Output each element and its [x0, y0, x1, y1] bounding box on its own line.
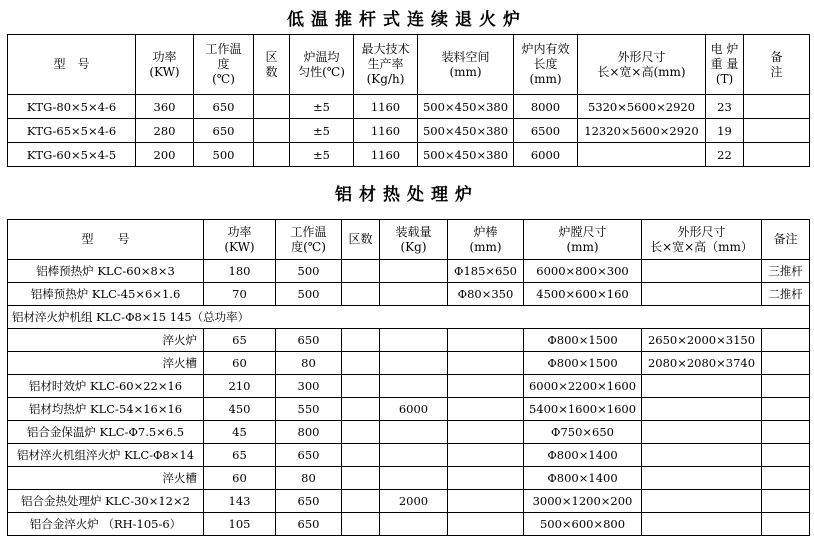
table1-header-cell: 电 炉 重 量 (T): [706, 35, 744, 95]
table1-cell: [254, 95, 290, 119]
table1-cell: [744, 95, 810, 119]
table1-cell: KTG-80×5×4-6: [8, 95, 136, 119]
table2-cell: 60: [204, 467, 276, 490]
table1-cell: ±5: [290, 95, 354, 119]
table2-cell: 6000×2200×1600: [524, 375, 642, 398]
table2-row: [8, 352, 810, 375]
table1-header-cell: 炉内有效 长度 (mm): [514, 35, 578, 95]
table1-cell: 1160: [354, 95, 418, 119]
table1-cell: 22: [706, 143, 744, 167]
table2-cell: [448, 375, 524, 398]
table2-cell: [762, 352, 810, 375]
table2-cell: Φ185×650: [448, 260, 524, 283]
table1-row: [8, 143, 810, 167]
table2-model-cell: 铝材时效炉 KLC-60×22×16: [8, 375, 204, 398]
table2-cell: [448, 490, 524, 513]
table2-cell: 105: [204, 513, 276, 536]
table2-model-cell: 铝合金淬火炉 （RH-105-6）: [8, 513, 204, 536]
table2-cell: 450: [204, 398, 276, 421]
table2-cell: [380, 467, 448, 490]
table2-cell: 650: [276, 444, 342, 467]
table2-cell: [642, 283, 762, 306]
table2-model-cell: 铝合金保温炉 KLC-Φ7.5×6.5: [8, 421, 204, 444]
table2-row: [8, 283, 810, 306]
table2-cell: Φ800×1500: [524, 329, 642, 352]
table2-cell: Φ800×1400: [524, 444, 642, 467]
table2-cell: 65: [204, 444, 276, 467]
table2-cell: [642, 260, 762, 283]
table1-cell: 500×450×380: [418, 143, 514, 167]
table2-cell: 80: [276, 352, 342, 375]
table2-row: [8, 398, 810, 421]
table1-header-row: [8, 35, 810, 95]
table2-row: [8, 306, 810, 329]
table2-cell: [448, 513, 524, 536]
table1-header-cell: 型 号: [8, 35, 136, 95]
table1-cell: 6500: [514, 119, 578, 143]
table2-row: [8, 513, 810, 536]
table2-cell: 5400×1600×1600: [524, 398, 642, 421]
table2-cell: [342, 398, 380, 421]
table2-row: [8, 444, 810, 467]
table2-cell: [642, 444, 762, 467]
table2-header-cell: 炉棒 (mm): [448, 220, 524, 260]
table1-header-cell: 外形尺寸 长×宽×高(mm): [578, 35, 706, 95]
table1-header-cell: 区 数: [254, 35, 290, 95]
table2-cell: [762, 421, 810, 444]
table1-cell: 6000: [514, 143, 578, 167]
table2-cell: [342, 283, 380, 306]
table2-cell: [762, 490, 810, 513]
table2-row: [8, 421, 810, 444]
table2-title: 铝材热处理炉: [335, 185, 479, 205]
table2-cell: 6000: [380, 398, 448, 421]
table2-model-cell: 铝材淬火机组淬火炉 KLC-Φ8×14: [8, 444, 204, 467]
table1-cell: 23: [706, 95, 744, 119]
table1-cell: KTG-60×5×4-5: [8, 143, 136, 167]
table2-header-cell: 型 号: [8, 220, 204, 260]
table2-cell: 三推杆: [762, 260, 810, 283]
table2-cell: [342, 444, 380, 467]
table2-cell: [448, 352, 524, 375]
table1-title: 低温推杆式连续退火炉: [287, 10, 527, 30]
table2-cell: Φ750×650: [524, 421, 642, 444]
table1-cell: 650: [194, 95, 254, 119]
table1-header-cell: 炉温均 匀性(℃): [290, 35, 354, 95]
table2-cell: 3000×1200×200: [524, 490, 642, 513]
table2-cell: [642, 490, 762, 513]
table2-row: [8, 260, 810, 283]
table1-cell: [578, 143, 706, 167]
table1-cell: 500×450×380: [418, 95, 514, 119]
table2-model-cell: 铝材淬火炉机组 KLC-Φ8×15 145（总功率）: [8, 306, 810, 329]
table2-row: [8, 467, 810, 490]
table2-cell: 500×600×800: [524, 513, 642, 536]
table2-cell: 500: [276, 260, 342, 283]
table1-header-cell: 最大技术 生产率 (Kg/h): [354, 35, 418, 95]
table2-cell: [762, 398, 810, 421]
table2-cell: [642, 467, 762, 490]
table1-cell: 5320×5600×2920: [578, 95, 706, 119]
table1-cell: ±5: [290, 143, 354, 167]
table2-cell: 60: [204, 352, 276, 375]
table1-cell: 8000: [514, 95, 578, 119]
table2-cell: 210: [204, 375, 276, 398]
table2-cell: [342, 421, 380, 444]
table2-cell: [380, 444, 448, 467]
table2-cell: [380, 352, 448, 375]
table2-row: [8, 490, 810, 513]
table1-cell: ±5: [290, 119, 354, 143]
table2-cell: [762, 467, 810, 490]
table2-cell: [342, 260, 380, 283]
table2-cell: 300: [276, 375, 342, 398]
table2-model-cell: 铝棒预热炉 KLC-60×8×3: [8, 260, 204, 283]
table2-cell: Φ800×1400: [524, 467, 642, 490]
table2-cell: [762, 444, 810, 467]
table2-cell: 4500×600×160: [524, 283, 642, 306]
table2-cell: [448, 421, 524, 444]
table1-cell: 280: [136, 119, 194, 143]
table2-cell: 二推杆: [762, 283, 810, 306]
table2-cell: 2080×2080×3740: [642, 352, 762, 375]
table2-cell: [380, 260, 448, 283]
table2-cell: [380, 421, 448, 444]
table2-row: [8, 329, 810, 352]
table2-cell: [380, 329, 448, 352]
table2-cell: 650: [276, 513, 342, 536]
table2-cell: [762, 375, 810, 398]
aluminum-heat-treatment-furnace-table: [7, 219, 810, 536]
table1-cell: 360: [136, 95, 194, 119]
table1-cell: 1160: [354, 143, 418, 167]
table1-cell: 1160: [354, 119, 418, 143]
table2-cell: 70: [204, 283, 276, 306]
table1-row: [8, 95, 810, 119]
table2-cell: [762, 329, 810, 352]
table2-header-cell: 备注: [762, 220, 810, 260]
table2-cell: [342, 490, 380, 513]
table2-model-cell: 淬火槽: [8, 467, 204, 490]
table1-cell: 200: [136, 143, 194, 167]
table2-cell: [342, 375, 380, 398]
table2-cell: [448, 444, 524, 467]
table1-cell: [254, 119, 290, 143]
table2-cell: 2000: [380, 490, 448, 513]
table2-cell: 2650×2000×3150: [642, 329, 762, 352]
table2-cell: 45: [204, 421, 276, 444]
table2-cell: [380, 513, 448, 536]
table2-cell: 800: [276, 421, 342, 444]
table1-cell: 12320×5600×2920: [578, 119, 706, 143]
table2-cell: [642, 398, 762, 421]
table2-cell: [448, 329, 524, 352]
table2-model-cell: 铝棒预热炉 KLC-45×6×1.6: [8, 283, 204, 306]
table2-cell: 6000×800×300: [524, 260, 642, 283]
table2-cell: 550: [276, 398, 342, 421]
table1-cell: 19: [706, 119, 744, 143]
table1-header-cell: 备 注: [744, 35, 810, 95]
table2-cell: [342, 467, 380, 490]
table1-cell: 500: [194, 143, 254, 167]
table1-header-cell: 工作温 度 (℃): [194, 35, 254, 95]
table2-cell: [448, 467, 524, 490]
table1-row: [8, 119, 810, 143]
table1-header-cell: 功率 (KW): [136, 35, 194, 95]
table1-header-cell: 装料空间 (mm): [418, 35, 514, 95]
table2-cell: Φ800×1500: [524, 352, 642, 375]
table2-cell: [642, 375, 762, 398]
table2-header-cell: 工作温 度(℃): [276, 220, 342, 260]
table2-cell: [342, 352, 380, 375]
table2-model-cell: 淬火槽: [8, 352, 204, 375]
table2-row: [8, 375, 810, 398]
table2-cell: 500: [276, 283, 342, 306]
table2-cell: [342, 513, 380, 536]
table2-cell: [380, 375, 448, 398]
table2-header-cell: 装载量 (Kg): [380, 220, 448, 260]
table2-cell: 143: [204, 490, 276, 513]
table1-cell: [254, 143, 290, 167]
table1-cell: [744, 119, 810, 143]
table2-cell: 180: [204, 260, 276, 283]
table2-cell: 65: [204, 329, 276, 352]
table2-cell: [342, 329, 380, 352]
continuous-annealing-furnace-table: [7, 34, 810, 167]
table2-header-row: [8, 220, 810, 260]
table2-model-cell: 铝合金热处理炉 KLC-30×12×2: [8, 490, 204, 513]
table2-header-cell: 功率 (KW): [204, 220, 276, 260]
table2-model-cell: 淬火炉: [8, 329, 204, 352]
table2-cell: 650: [276, 329, 342, 352]
table2-header-cell: 炉膛尺寸 (mm): [524, 220, 642, 260]
table1-cell: 500×450×380: [418, 119, 514, 143]
table1-cell: KTG-65×5×4-6: [8, 119, 136, 143]
table2-cell: [380, 283, 448, 306]
table2-cell: [448, 398, 524, 421]
table2-cell: [642, 421, 762, 444]
table2-cell: [762, 513, 810, 536]
table2-cell: [642, 513, 762, 536]
table1-cell: 650: [194, 119, 254, 143]
table2-cell: 80: [276, 467, 342, 490]
table2-cell: Φ80×350: [448, 283, 524, 306]
table2-cell: 650: [276, 490, 342, 513]
table2-header-cell: 区数: [342, 220, 380, 260]
table2-header-cell: 外形尺寸 长×宽×高（mm）: [642, 220, 762, 260]
table2-model-cell: 铝材均热炉 KLC-54×16×16: [8, 398, 204, 421]
table1-cell: [744, 143, 810, 167]
